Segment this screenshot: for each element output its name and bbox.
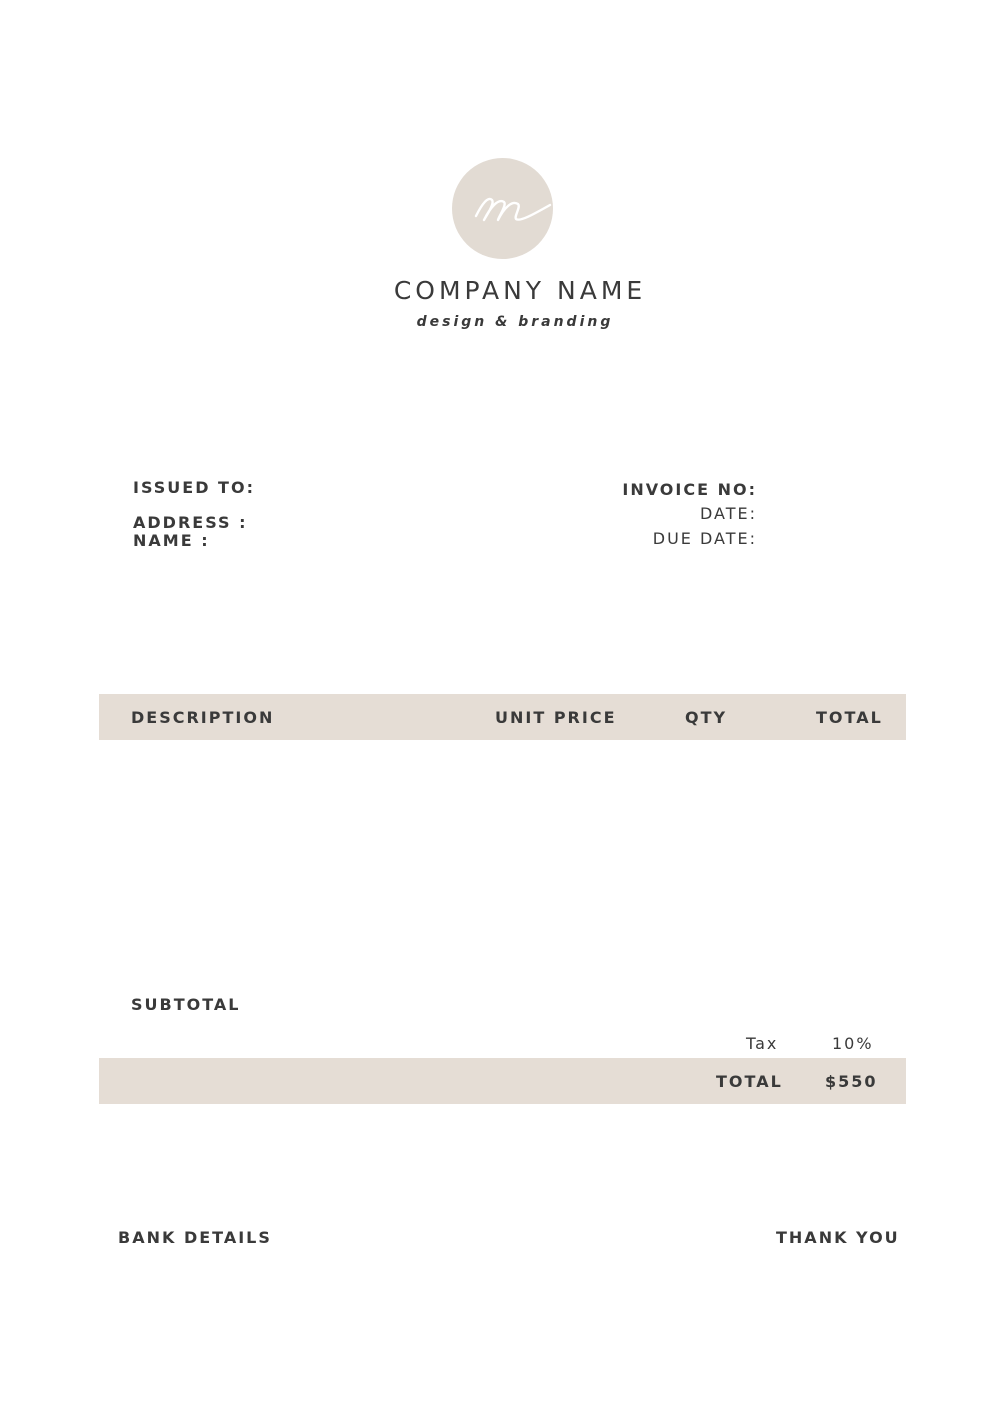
column-header-qty: QTY	[685, 708, 728, 727]
total-value: $550	[825, 1072, 878, 1091]
column-header-total: TOTAL	[816, 708, 883, 727]
column-header-unit-price: UNIT PRICE	[495, 708, 617, 727]
issued-to-label: ISSUED TO:	[133, 478, 255, 497]
name-label: NAME :	[133, 531, 210, 550]
due-date-label: DUE DATE:	[652, 529, 757, 548]
column-header-description: DESCRIPTION	[131, 708, 275, 727]
tax-label: Tax	[746, 1034, 779, 1053]
address-label: ADDRESS :	[133, 513, 248, 532]
bank-details-label: BANK DETAILS	[118, 1228, 272, 1247]
tax-value: 10%	[832, 1034, 874, 1053]
invoice-number-label: INVOICE NO:	[622, 480, 757, 499]
date-label: DATE:	[699, 504, 757, 523]
total-bar	[99, 1058, 906, 1104]
thank-you-label: THANK YOU	[776, 1228, 900, 1247]
company-tagline: design & branding	[416, 314, 614, 330]
logo-monogram	[452, 158, 553, 259]
script-m-monogram-icon	[452, 158, 553, 259]
subtotal-label: SUBTOTAL	[131, 995, 241, 1014]
company-name: COMPANY NAME	[393, 276, 647, 305]
total-label: TOTAL	[716, 1072, 783, 1091]
